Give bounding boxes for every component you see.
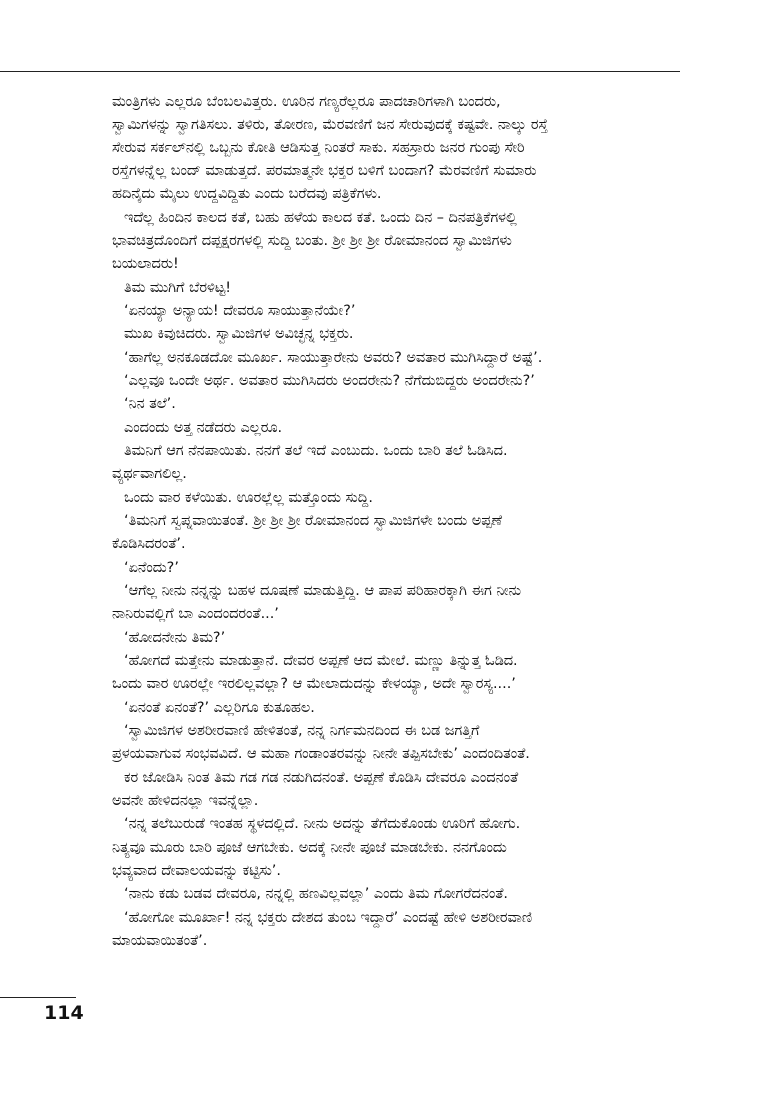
text-line: ಸ್ವಾಮಿಗಳನ್ನು ಸ್ವಾಗತಿಸಲು. ತಳಿರು, ತೋರಣ, ಮೆರವಣಿಗೆ ಜನ ಸೇರುವುದಕ್ಕೆ ಕಷ್ಟವೇ. ನಾಲ್ಕು ರಸ್ತೆ [112, 117, 548, 133]
text-line: ಕರ ಜೋಡಿಸಿ ನಿಂತ ತಿಮ ಗಡ ಗಡ ನಡುಗಿದನಂತೆ. ಅಪ್ಪಣೆ ಕೊಡಿಸಿ ದೇವರೂ ಎಂದನಂತೆ [124, 770, 519, 786]
text-line: ತಿಮನಿಗೆ ಆಗ ನೆನಪಾಯಿತು. ನನಗೆ ತಲೆ ಇದೆ ಎಂಬುದು. ಒಂದು ಬಾರಿ ತಲೆ ಓಡಿಸಿದ. [124, 443, 508, 459]
text-line: ‘ಆಗೆಲ್ಲ ನೀನು ನನ್ನನ್ನು ಬಹಳ ದೂಷಣೆ ಮಾಡುತ್ತಿದ್ದಿ. ಆ ಪಾಪ ಪರಿಹಾರಕ್ಕಾಗಿ ಈಗ ನೀನು [124, 583, 522, 599]
text-line: ನಿತ್ಯವೂ ಮೂರು ಬಾರಿ ಪೂಜೆ ಆಗಬೇಕು. ಅದಕ್ಕೆ ನೀನೇ ಪೂಜೆ ಮಾಡಬೇಕು. ನನಗೊಂದು [112, 840, 507, 856]
text-line: ‘ನನ್ನ ತಲೆಬುರುಡೆ ಇಂತಹ ಸ್ಥಳದಲ್ಲಿದೆ. ನೀನು ಅದನ್ನು ತೆಗೆದುಕೊಂಡು ಊರಿಗೆ ಹೋಗು. [124, 816, 521, 832]
text-line: ಭಾವಚಿತ್ರದೊಂದಿಗೆ ದಪ್ಪಕ್ಷರಗಳಲ್ಲಿ ಸುದ್ದಿ ಬಂತು. ಶ್ರೀ ಶ್ರೀ ಶ್ರೀ ರೋಮಾನಂದ ಸ್ವಾಮಿಜಿಗಳು [112, 233, 512, 249]
text-line: ‘ನಿನ ತಲೆ’. [124, 396, 176, 412]
text-line: ‘ಹೋಗದೆ ಮತ್ತೇನು ಮಾಡುತ್ತಾನೆ. ದೇವರ ಅಪ್ಪಣೆ ಆದ ಮೇಲೆ. ಮಣ್ಣು ತಿನ್ನುತ್ತ ಓಡಿದ. [124, 653, 518, 669]
text-line: ಮಾಯವಾಯಿತಂತೆ’. [112, 933, 208, 949]
text-line: ‘ನಾನು ಕಡು ಬಡವ ದೇವರೂ, ನನ್ನಲ್ಲಿ ಹಣವಿಲ್ಲವಲ್ಲಾ’ ಎಂದು ತಿಮ ಗೋಗರೆದನಂತೆ. [124, 886, 508, 902]
text-line: ಒಂದು ವಾರ ಊರಲ್ಲೇ ಇರಲಿಲ್ಲವಲ್ಲಾ? ಆ ಮೇಲಾದುದನ್ನು ಕೇಳಯ್ಯಾ, ಅದೇ ಸ್ವಾರಸ್ಯ....’ [112, 676, 516, 692]
text-line: ‘ಏನಯ್ಯಾ ಅನ್ಯಾಯ! ದೇವರೂ ಸಾಯುತ್ತಾನೆಯೇ?’ [124, 303, 356, 319]
header-rule [0, 71, 680, 72]
page-number: 114 [44, 1002, 84, 1024]
text-line: ವ್ಯರ್ಥವಾಗಲಿಲ್ಲ. [112, 466, 187, 482]
text-line: ‘ಏನೆಂದು?’ [124, 560, 179, 576]
text-line: ‘ಹೋದನೇನು ತಿಮ?’ [124, 630, 226, 646]
text-line: ಅವನೇ ಹೇಳಿದನಲ್ಲಾ ಇವನ್ನೆಲ್ಲಾ. [112, 793, 259, 809]
text-line: ಬಯಲಾದರು! [112, 256, 179, 272]
text-line: ‘ಸ್ವಾಮಿಜಿಗಳ ಅಶರೀರವಾಣಿ ಹೇಳಿತಂತೆ, ನನ್ನ ನಿರ್ಗಮನದಿಂದ ಈ ಬಡ ಜಗತ್ತಿಗೆ [124, 723, 480, 739]
text-line: ‘ಹಾಗೆಲ್ಲ ಅನಕೂಡದೋ ಮೂರ್ಖ. ಸಾಯುತ್ತಾರೇನು ಅವರು? ಅವತಾರ ಮುಗಿಸಿದ್ದಾರೆ ಅಷ್ಟೆ’. [124, 350, 543, 366]
text-line: ಮುಖ ಕಿವುಚಿದರು. ಸ್ವಾಮಿಜಿಗಳ ಅವಿಚ್ಛನ್ನ ಭಕ್ತರು. [124, 326, 354, 342]
text-line: ‘ಏನಂತೆ ಏನಂತೆ?’ ಎಲ್ಲರಿಗೂ ಕುತೂಹಲ. [124, 700, 315, 716]
text-line: ರಸ್ತೆಗಳನ್ನೆಲ್ಲ ಬಂದ್ ಮಾಡುತ್ತದೆ. ಪರಮಾತ್ಮನೇ ಭಕ್ತರ ಬಳಿಗೆ ಬಂದಾಗ? ಮೆರವಣಿಗೆ ಸುಮಾರು [112, 163, 537, 179]
text-line: ಸೇರುವ ಸರ್ಕಲ್‌ನಲ್ಲಿ ಒಬ್ಬನು ಕೋತಿ ಆಡಿಸುತ್ತ ನಿಂತರೆ ಸಾಕು. ಸಹಸ್ರಾರು ಜನರ ಗುಂಪು ಸೇರಿ [112, 140, 525, 156]
text-line: ‘ಎಲ್ಲವೂ ಒಂದೇ ಅರ್ಥ. ಅವತಾರ ಮುಗಿಸಿದರು ಅಂದರೇನು? ನೆಗೆದುಬಿದ್ದರು ಅಂದರೇನು?’ [124, 373, 535, 389]
text-line: ‘ಹೋಗೋ ಮೂರ್ಖಾ! ನನ್ನ ಭಕ್ತರು ದೇಶದ ತುಂಬ ಇದ್ದಾರೆ’ ಎಂದಷ್ಟೆ ಹೇಳಿ ಅಶರೀರವಾಣಿ [124, 910, 533, 926]
footer-rule [0, 997, 76, 998]
text-line: ಭವ್ಯವಾದ ದೇವಾಲಯವನ್ನು ಕಟ್ಟಿಸು’. [112, 863, 281, 879]
text-line: ಮಂತ್ರಿಗಳು ಎಲ್ಲರೂ ಬೆಂಬಲವಿತ್ತರು. ಊರಿನ ಗಣ್ಯರೆಲ್ಲರೂ ಪಾದಚಾರಿಗಳಾಗಿ ಬಂದರು, [112, 94, 501, 110]
text-line: ಒಂದು ವಾರ ಕಳೆಯಿತು. ಊರಲ್ಲೆಲ್ಲ ಮತ್ತೊಂದು ಸುದ್ದಿ. [124, 490, 373, 506]
text-line: ‘ತಿಮನಿಗೆ ಸ್ವಪ್ನವಾಯಿತಂತೆ. ಶ್ರೀ ಶ್ರೀ ಶ್ರೀ ರೋಮಾನಂದ ಸ್ವಾಮಿಜಿಗಳೇ ಬಂದು ಅಪ್ಪಣೆ [124, 513, 503, 529]
text-line: ನಾನಿರುವಲ್ಲಿಗೆ ಬಾ ಎಂದಂದರಂತೆ...’ [112, 606, 279, 622]
text-line: ಹದಿನೈದು ಮೈಲು ಉದ್ದವಿದ್ದಿತು ಎಂದು ಬರೆದವು ಪತ್ರಿಕೆಗಳು. [112, 186, 382, 202]
text-line: ಇದೆಲ್ಲ ಹಿಂದಿನ ಕಾಲದ ಕತೆ, ಬಹು ಹಳೆಯ ಕಾಲದ ಕತೆ. ಒಂದು ದಿನ – ದಿನಪತ್ರಿಕೆಗಳಲ್ಲಿ [124, 210, 517, 226]
text-line: ಕೊಡಿಸಿದರಂತೆ’. [112, 536, 186, 552]
text-line: ಪ್ರಳಯವಾಗುವ ಸಂಭವವಿದೆ. ಆ ಮಹಾ ಗಂಡಾಂತರವನ್ನು ನೀನೇ ತಪ್ಪಿಸಬೇಕು’ ಎಂದಂದಿತಂತೆ. [112, 746, 530, 762]
text-line: ತಿಮ ಮುಗಿಗೆ ಬೆರಳಿಟ್ಟ! [124, 280, 232, 296]
text-line: ಎಂದಂದು ಅತ್ತ ನಡೆದರು ಎಲ್ಲರೂ. [124, 420, 283, 436]
